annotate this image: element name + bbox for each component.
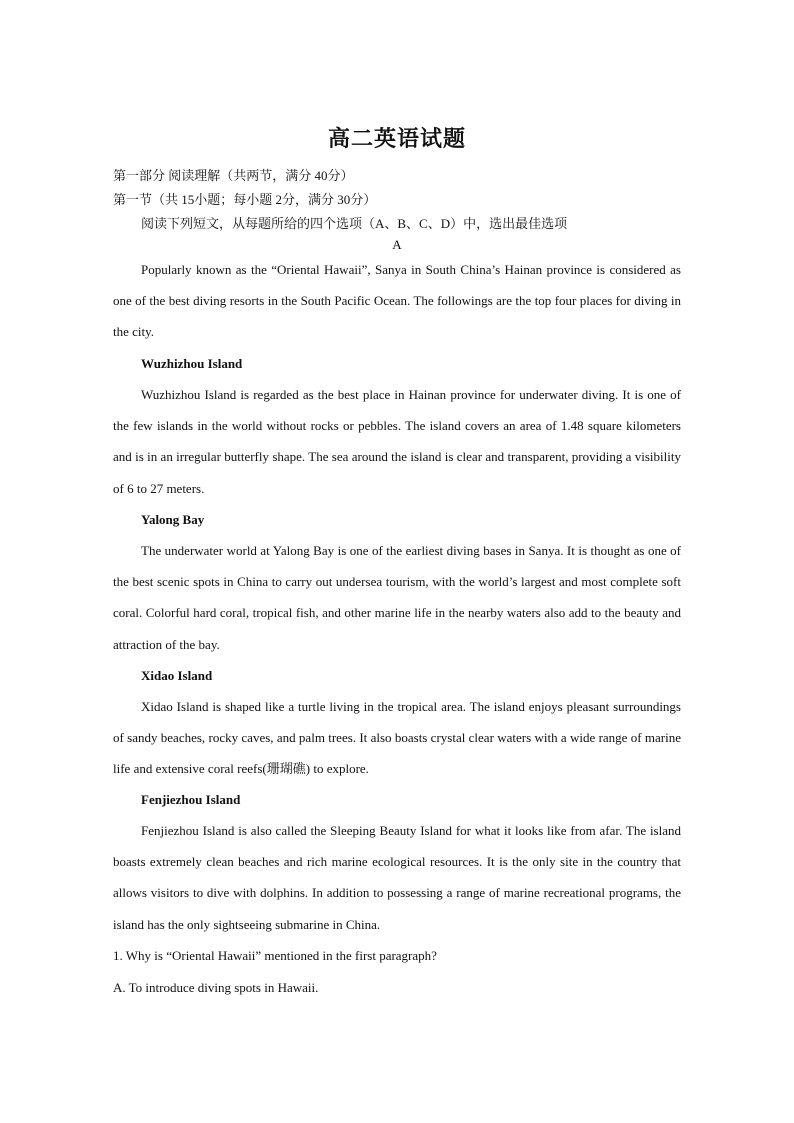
part-header: 第一部分 阅读理解（共两节，满分 40分） — [113, 168, 354, 183]
place-heading-xidao: Xidao Island — [141, 668, 213, 683]
place-text-fenjiezhou: Fenjiezhou Island is also called the Sleeping Beauty Island for what it looks like from afar. The island boasts extremely clean beaches and rich marine ecological resources. It is the only site in the country that allows visitors to dive with dolphins. In addition to possessing a range of marine recreational programs, the island has the only sightseeing submarine in China. — [113, 823, 681, 932]
section-header: 第一节（共 15小题；每小题 2分，满分 30分） — [113, 192, 377, 207]
intro-paragraph: Popularly known as the “Oriental Hawaii”, Sanya in South China’s Hainan province is considered as one of the best diving resorts in the South Pacific Ocean. The followings are the top four places for diving in the city. — [113, 262, 681, 340]
place-heading-yalong: Yalong Bay — [141, 512, 205, 527]
place-heading-wuzhizhou: Wuzhizhou Island — [141, 356, 243, 371]
question-1: 1. Why is “Oriental Hawaii” mentioned in the first paragraph? — [113, 948, 437, 963]
place-text-wuzhizhou: Wuzhizhou Island is regarded as the best place in Hainan province for underwater diving. It is one of the few islands in the world without rocks or pebbles. The island covers an area of 1.48 square kilometers and is in an irregular butterfly shape. The sea around the island is clear and transparent, providing a visibility of 6 to 27 meters. — [113, 387, 681, 496]
page-title: 高二英语试题 — [327, 126, 466, 151]
place-text-xidao: Xidao Island is shaped like a turtle living in the tropical area. The island enjoys pleasant surroundings of sandy beaches, rocky caves, and palm trees. It also boasts crystal clear waters with a wide range of marine life and extensive coral reefs(珊瑚礁) to explore. — [113, 699, 681, 777]
place-heading-fenjiezhou: Fenjiezhou Island — [141, 792, 241, 807]
question-1-option-a: A. To introduce diving spots in Hawaii. — [113, 980, 319, 995]
place-text-yalong: The underwater world at Yalong Bay is one of the earliest diving bases in Sanya. It is thought as one of the best scenic spots in China to carry out undersea tourism, with the world’s largest and most complete soft coral. Colorful hard coral, tropical fish, and other marine life in the nearby waters also add to the beauty and attraction of the bay. — [113, 543, 681, 652]
passage-label: A — [392, 237, 402, 252]
instruction-text: 阅读下列短文，从每题所给的四个选项（A、B、C、D）中，选出最佳选项 — [141, 216, 568, 231]
